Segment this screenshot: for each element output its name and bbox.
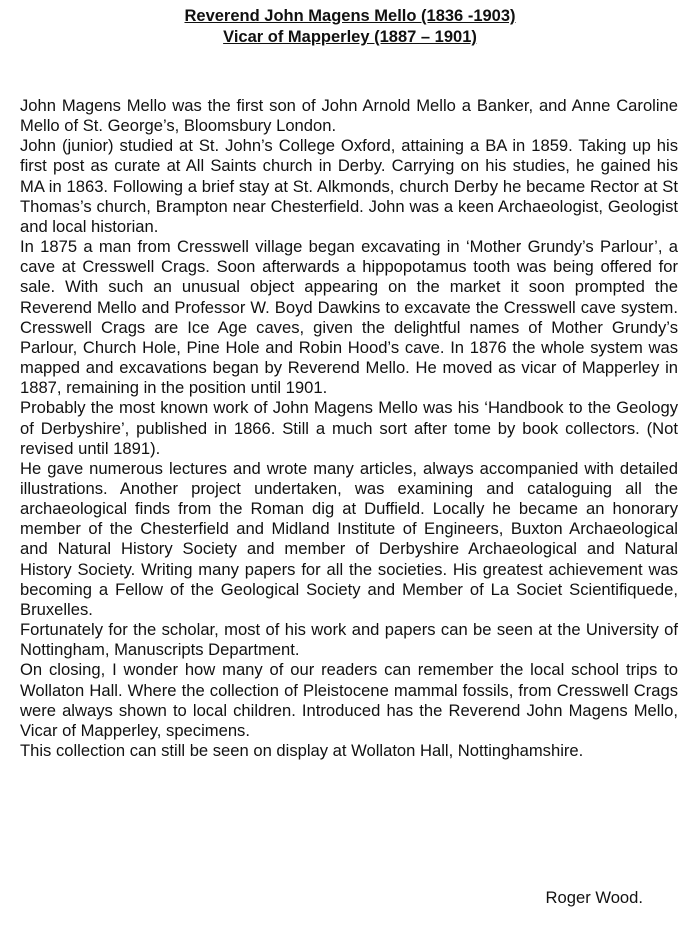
document-title: Reverend John Magens Mello (1836 -1903) — [184, 7, 516, 25]
paragraph-4: Probably the most known work of John Magens Mello was his ‘Handbook to the Geology of Derbyshire’, published in 1866. Still a much sort after tome by book collectors. (Not revised until 1891). — [20, 398, 678, 458]
document-subtitle: Vicar of Mapperley (1887 – 1901) — [223, 28, 477, 46]
paragraph-3: In 1875 a man from Cresswell village began excavating in ‘Mother Grundy’s Parlour’, a cave at Cresswell Crags. Soon afterwards a hippopotamus tooth was being offered for sale. With such an unusual object appearing on the market it soon prompted the Reverend Mello and Professor W. Boyd Dawkins to excavate the Cresswell cave system. Cresswell Crags are Ice Age caves, given the delightful names of Mother Grundy’s Parlour, Church Hole, Pine Hole and Robin Hood’s cave. In 1876 the whole system was mapped and excavations began by Reverend Mello. He moved as vicar of Mapperley in 1887, remaining in the position until 1901. — [20, 237, 678, 398]
paragraph-8: This collection can still be seen on display at Wollaton Hall, Nottinghamshire. — [20, 741, 584, 760]
paragraph-5: He gave numerous lectures and wrote many articles, always accompanied with detailed illustrations. Another project undertaken, was examining and cataloguing all the archaeological finds from the Roman dig at Duffield. Locally he became an honorary member of the Chesterfield and Midland Institute of Engineers, Buxton Archaeological and Natural History Society and member of Derbyshire Archaeological and Natural History Society. Writing many papers for all the societies. His greatest achievement was becoming a Fellow of the Geological Society and Member of La Societ Scientifiquede, Bruxelles. — [20, 458, 678, 619]
document-header — [0, 6, 700, 48]
paragraph-1: John Magens Mello was the first son of John Arnold Mello a Banker, and Anne Caroline Mello of St. George’s, Bloomsbury London. — [20, 96, 678, 136]
paragraph-6: Fortunately for the scholar, most of his work and papers can be seen at the University of Nottingham, Manuscripts Department. — [20, 620, 678, 660]
article-body — [20, 96, 678, 761]
author-signature: Roger Wood. — [545, 888, 643, 907]
paragraph-2: John (junior) studied at St. John’s College Oxford, attaining a BA in 1859. Taking up his first post as curate at All Saints church in Derby. Carrying on his studies, he gained his MA in 1863. Following a brief stay at St. Alkmonds, church Derby he became Rector at St Thomas’s church, Brampton near Chesterfield. John was a keen Archaeologist, Geologist and local historian. — [20, 136, 678, 236]
paragraph-7: On closing, I wonder how many of our readers can remember the local school trips to Wollaton Hall. Where the collection of Pleistocene mammal fossils, from Cresswell Crags were always shown to local children. Introduced has the Reverend John Magens Mello, Vicar of Mapperley, specimens. — [20, 660, 678, 740]
